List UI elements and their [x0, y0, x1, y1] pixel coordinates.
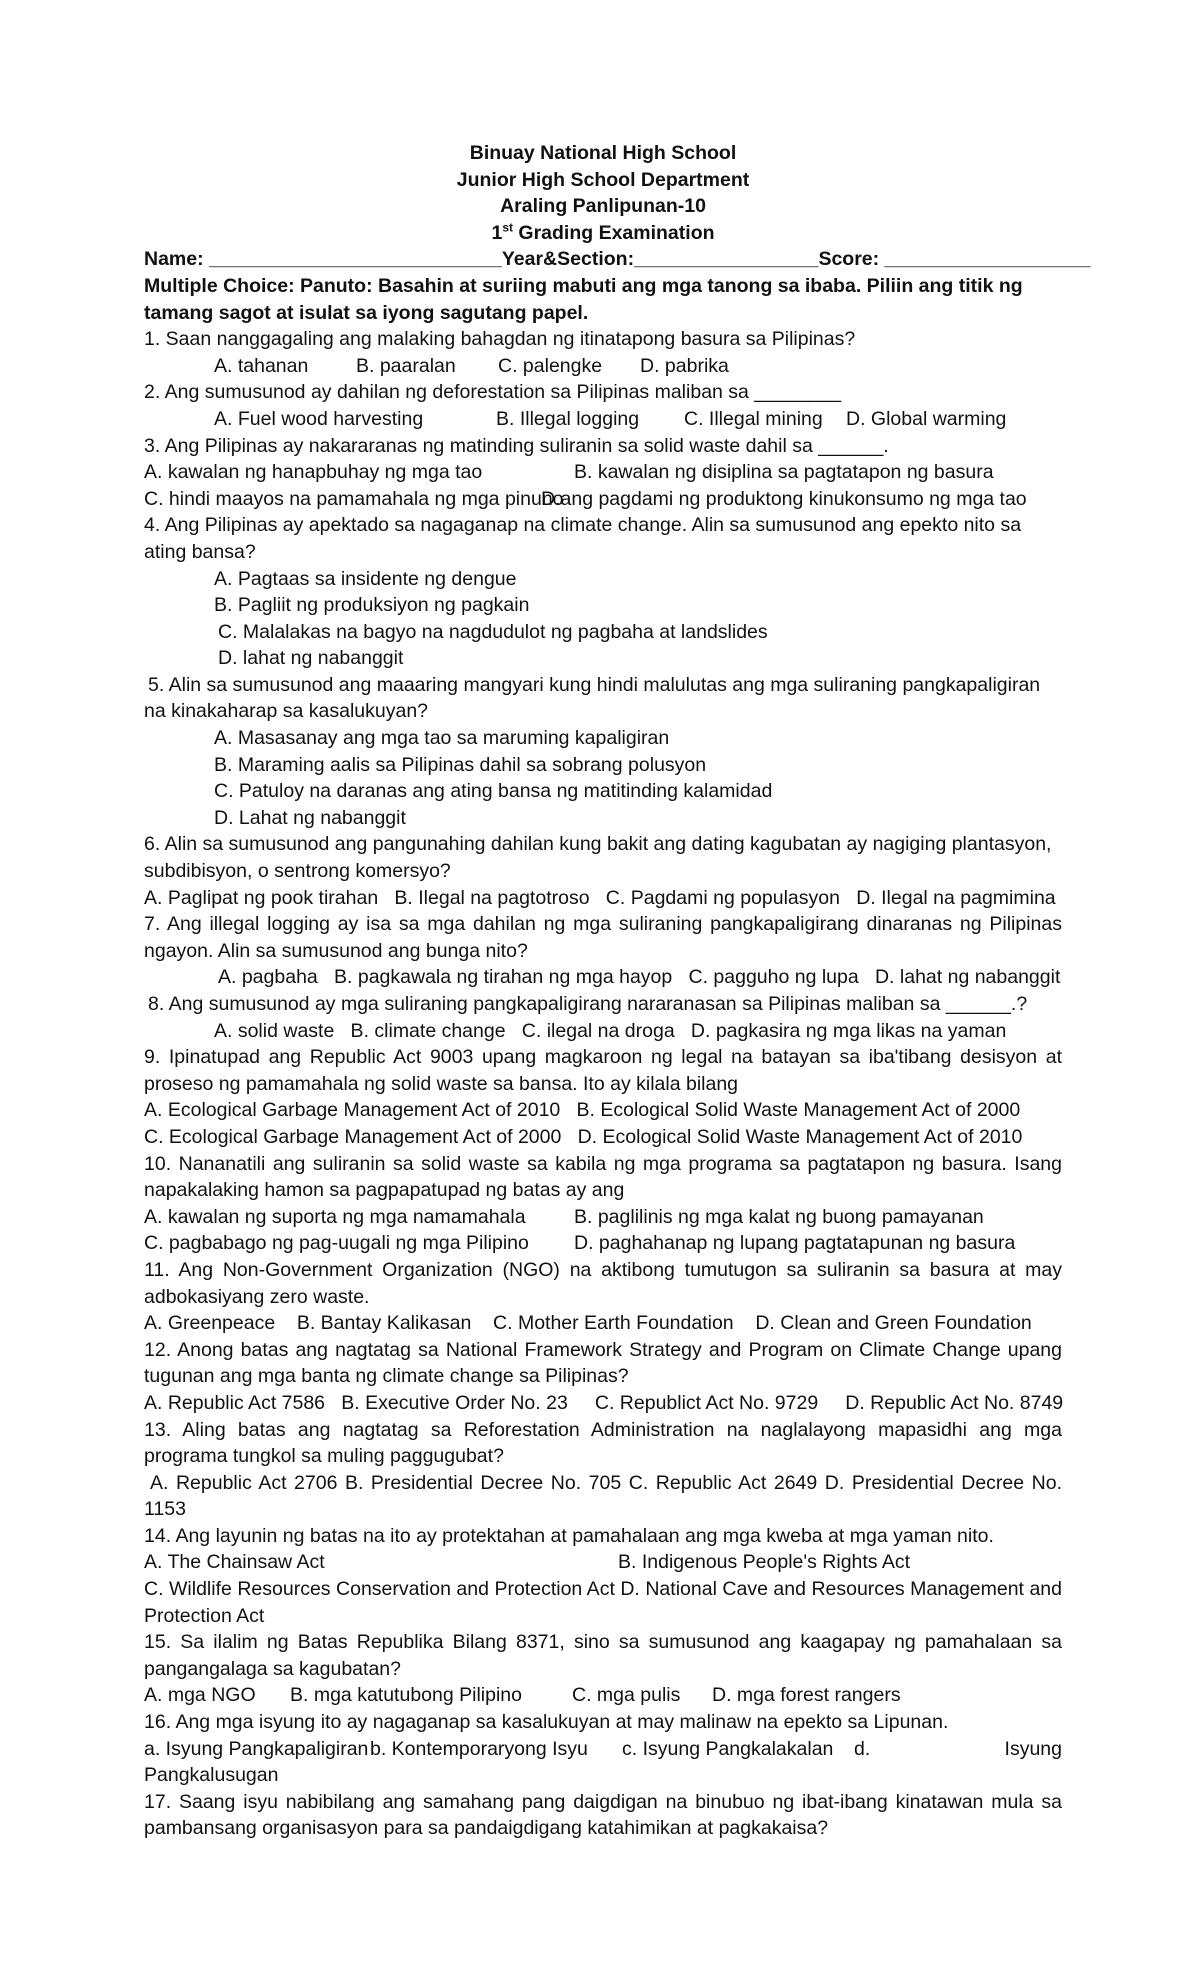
- section-field: Year&Section:_________________: [501, 248, 819, 271]
- question-8-options: A. solid waste B. climate change C. ilegal na droga D. pagkasira ng mga likas na yaman: [214, 1019, 1007, 1042]
- option-a: A. kawalan ng hanapbuhay ng mga tao: [144, 461, 483, 484]
- question-2-options: [144, 406, 1062, 433]
- question-10: 10. Nananatili ang suliranin sa solid waste sa kabila ng mga programa sa pagtatapon ng basura. Isang napakalaking hamon sa pagpapatupad ng batas ay ang: [144, 1152, 1062, 1202]
- option-d: D. pabrika: [640, 354, 729, 377]
- question-2: 2. Ang sumusunod ay dahilan ng deforestation sa Pilipinas maliban sa ________: [144, 381, 842, 404]
- option-b: B. mga katutubong Pilipino: [290, 1684, 522, 1707]
- question-11: 11. Ang Non-Government Organization (NGO) na aktibong tumutugon sa suliranin sa basura at may adbokasiyang zero waste.: [144, 1258, 1062, 1308]
- question-10-options-ab: [144, 1204, 1062, 1231]
- question-4: 4. Ang Pilipinas ay apektado sa nagaganap na climate change. Alin sa sumusunod ang epekto nito sa ating bansa?: [144, 514, 1022, 563]
- question-4-option-a: A. Pagtaas sa insidente ng dengue: [214, 567, 517, 590]
- question-10-options-cd: [144, 1230, 1062, 1257]
- student-info-line: [144, 246, 1091, 273]
- question-13: 13. Aling batas ang nagtatag sa Reforestation Administration na naglalayong mapasidhi ang mga programa tungkol sa muling paggugubat?: [144, 1418, 1062, 1468]
- option-d: D.ang pagdami ng produktong kinukonsumo ng mga tao: [541, 487, 1027, 510]
- question-3-options-ab: [144, 459, 1062, 486]
- question-5-option-a: A. Masasanay ang mga tao sa maruming kapaligiran: [214, 727, 670, 750]
- instructions: Multiple Choice: Panuto: Basahin at suriing mabuti ang mga tanong sa ibaba. Piliin ang titik ng tamang sagot at isulat sa iyong sagutang papel.: [144, 274, 1023, 324]
- option-a: A. mga NGO: [144, 1684, 256, 1707]
- option-a: A. The Chainsaw Act: [144, 1551, 325, 1574]
- question-4-option-b: B. Pagliit ng produksiyon ng pagkain: [214, 594, 530, 617]
- option-c: C. hindi maayos na pamamahala ng mga pinuno: [144, 487, 564, 510]
- question-12-options: A. Republic Act 7586 B. Executive Order No. 23 C. Republict Act No. 9729 D. Republic Act No. 8749: [144, 1391, 1064, 1414]
- option-c: C. Illegal mining: [684, 407, 823, 430]
- option-d: d.: [854, 1737, 871, 1760]
- question-5-option-d: D. Lahat ng nabanggit: [214, 806, 406, 829]
- question-1-options: [144, 353, 1062, 380]
- subject-title: Araling Panlipunan-10: [500, 195, 706, 218]
- question-15: 15. Sa ilalim ng Batas Republika Bilang 8371, sino sa sumusunod ang kaagapay ng pamahalaan sa pangangalaga sa kagubatan?: [144, 1631, 1062, 1680]
- question-4-option-d: D. lahat ng nabanggit: [218, 647, 404, 670]
- question-9: 9. Ipinatupad ang Republic Act 9003 upang magkaroon ng legal na batayan sa iba'tibang desisyon at proseso ng pamamahala ng solid waste sa bansa. Ito ay kilala bilang: [144, 1046, 1062, 1095]
- question-6: 6. Alin sa sumusunod ang pangunahing dahilan kung bakit ang dating kagubatan ay nagiging plantasyon, subdibisyon, o sentrong komersyo?: [144, 833, 1052, 883]
- question-15-options: [144, 1682, 1062, 1709]
- exam-page: [144, 140, 1091, 1842]
- department-name: Junior High School Department: [456, 168, 750, 191]
- question-4-option-c: C. Malalakas na bagyo na nagdudulot ng pagbaha at landslides: [218, 620, 768, 643]
- question-16: 16. Ang mga isyung ito ay nagaganap sa kasalukuyan at may malinaw na epekto sa Lipunan.: [144, 1711, 949, 1734]
- question-8: 8. Ang sumusunod ay mga suliraning pangkapaligirang nararanasan sa Pilipinas maliban sa ______.?: [148, 993, 1028, 1015]
- option-a: A. Fuel wood harvesting: [214, 407, 424, 430]
- question-9-options-cd: C. Ecological Garbage Management Act of 2000 D. Ecological Solid Waste Management Act of 2010: [144, 1125, 1023, 1148]
- question-13-options: A. Republic Act 2706 B. Presidential Decree No. 705 C. Republic Act 2649 D. Presidential Decree No. 1153: [144, 1471, 1062, 1521]
- option-c: C. mga pulis: [572, 1684, 681, 1707]
- option-b: B. Indigenous People's Rights Act: [618, 1551, 911, 1574]
- question-5-option-c: C. Patuloy na daranas ang ating bansa ng matitinding kalamidad: [214, 780, 773, 803]
- option-d-text: Isyung: [1004, 1737, 1062, 1760]
- option-d: D. Global warming: [846, 407, 1007, 430]
- question-5: 5. Alin sa sumusunod ang maaaring mangyari kung hindi malulutas ang mga suliraning pangkapaligiran na kinakaharap sa kasalukuyan?: [144, 673, 1041, 723]
- option-c: C. pagbabago ng pag-uugali ng mga Pilipino: [144, 1232, 529, 1255]
- question-5-option-b: B. Maraming aalis sa Pilipinas dahil sa sobrang polusyon: [214, 753, 707, 776]
- question-7: 7. Ang illegal logging ay isa sa mga dahilan ng mga suliraning pangkapaligirang dinaranas ng Pilipinas ngayon. Alin sa sumusunod ang bunga nito?: [144, 913, 1062, 962]
- option-d: D. mga forest rangers: [712, 1684, 901, 1707]
- question-14-options-ab: [144, 1549, 1062, 1576]
- score-field: Score: ___________________: [818, 248, 1091, 271]
- question-16-options-cont: Pangkalusugan: [144, 1764, 279, 1787]
- option-a: A. kawalan ng suporta ng mga namamahala: [144, 1205, 526, 1228]
- option-b: B. Illegal logging: [496, 407, 640, 430]
- option-b: b. Kontemporaryong Isyu: [370, 1737, 588, 1760]
- question-12: 12. Anong batas ang nagtatag sa National Framework Strategy and Program on Climate Change upang tugunan ang mga banta ng climate change sa Pilipinas?: [144, 1338, 1062, 1388]
- option-a: a. Isyung Pangkapaligiran: [144, 1737, 369, 1760]
- option-c: C. palengke: [498, 354, 603, 377]
- option-c: c. Isyung Pangkalakalan: [622, 1737, 834, 1760]
- question-16-options: [144, 1736, 1062, 1763]
- question-1: 1. Saan nanggagaling ang malaking bahagdan ng itinatapong basura sa Pilipinas?: [144, 328, 856, 351]
- school-name: Binuay National High School: [469, 142, 737, 164]
- option-b: B. kawalan ng disiplina sa pagtatapon ng basura: [574, 461, 994, 484]
- question-17: 17. Saang isyu nabibilang ang samahang pang daigdigan na binubuo ng ibat-ibang kinatawan mula sa pambansang organisasyon para sa pandaigdigang katahimikan at pagkakaisa?: [144, 1790, 1062, 1840]
- option-a: A. tahanan: [214, 354, 309, 377]
- option-b: B. paaralan: [356, 354, 456, 377]
- name-field: Name: ___________________________: [144, 248, 502, 271]
- question-9-options-ab: A. Ecological Garbage Management Act of 2010 B. Ecological Solid Waste Management Act of 2000: [144, 1099, 1021, 1122]
- question-14-options-cd: C. Wildlife Resources Conservation and Protection Act D. National Cave and Resources Management and Protection Act: [144, 1578, 1062, 1627]
- question-3-options-cd: [144, 486, 1062, 513]
- question-6-options: A. Paglipat ng pook tirahan B. Ilegal na pagtotroso C. Pagdami ng populasyon D. Ilegal na pagmimina: [144, 886, 1056, 909]
- question-3: 3. Ang Pilipinas ay nakararanas ng matinding suliranin sa solid waste dahil sa ______.: [144, 434, 889, 457]
- option-d: D. paghahanap ng lupang pagtatapunan ng basura: [574, 1232, 1016, 1255]
- question-7-options: A. pagbaha B. pagkawala ng tirahan ng mga hayop C. pagguho ng lupa D. lahat ng nabanggit: [218, 966, 1061, 989]
- option-b: B. paglilinis ng mga kalat ng buong pamayanan: [574, 1205, 984, 1228]
- exam-title: 1st Grading Examination: [491, 220, 715, 244]
- question-11-options: A. Greenpeace B. Bantay Kalikasan C. Mother Earth Foundation D. Clean and Green Foundation: [144, 1312, 1032, 1335]
- question-14: 14. Ang layunin ng batas na ito ay protektahan at pamahalaan ang mga kweba at mga yaman nito.: [144, 1524, 994, 1547]
